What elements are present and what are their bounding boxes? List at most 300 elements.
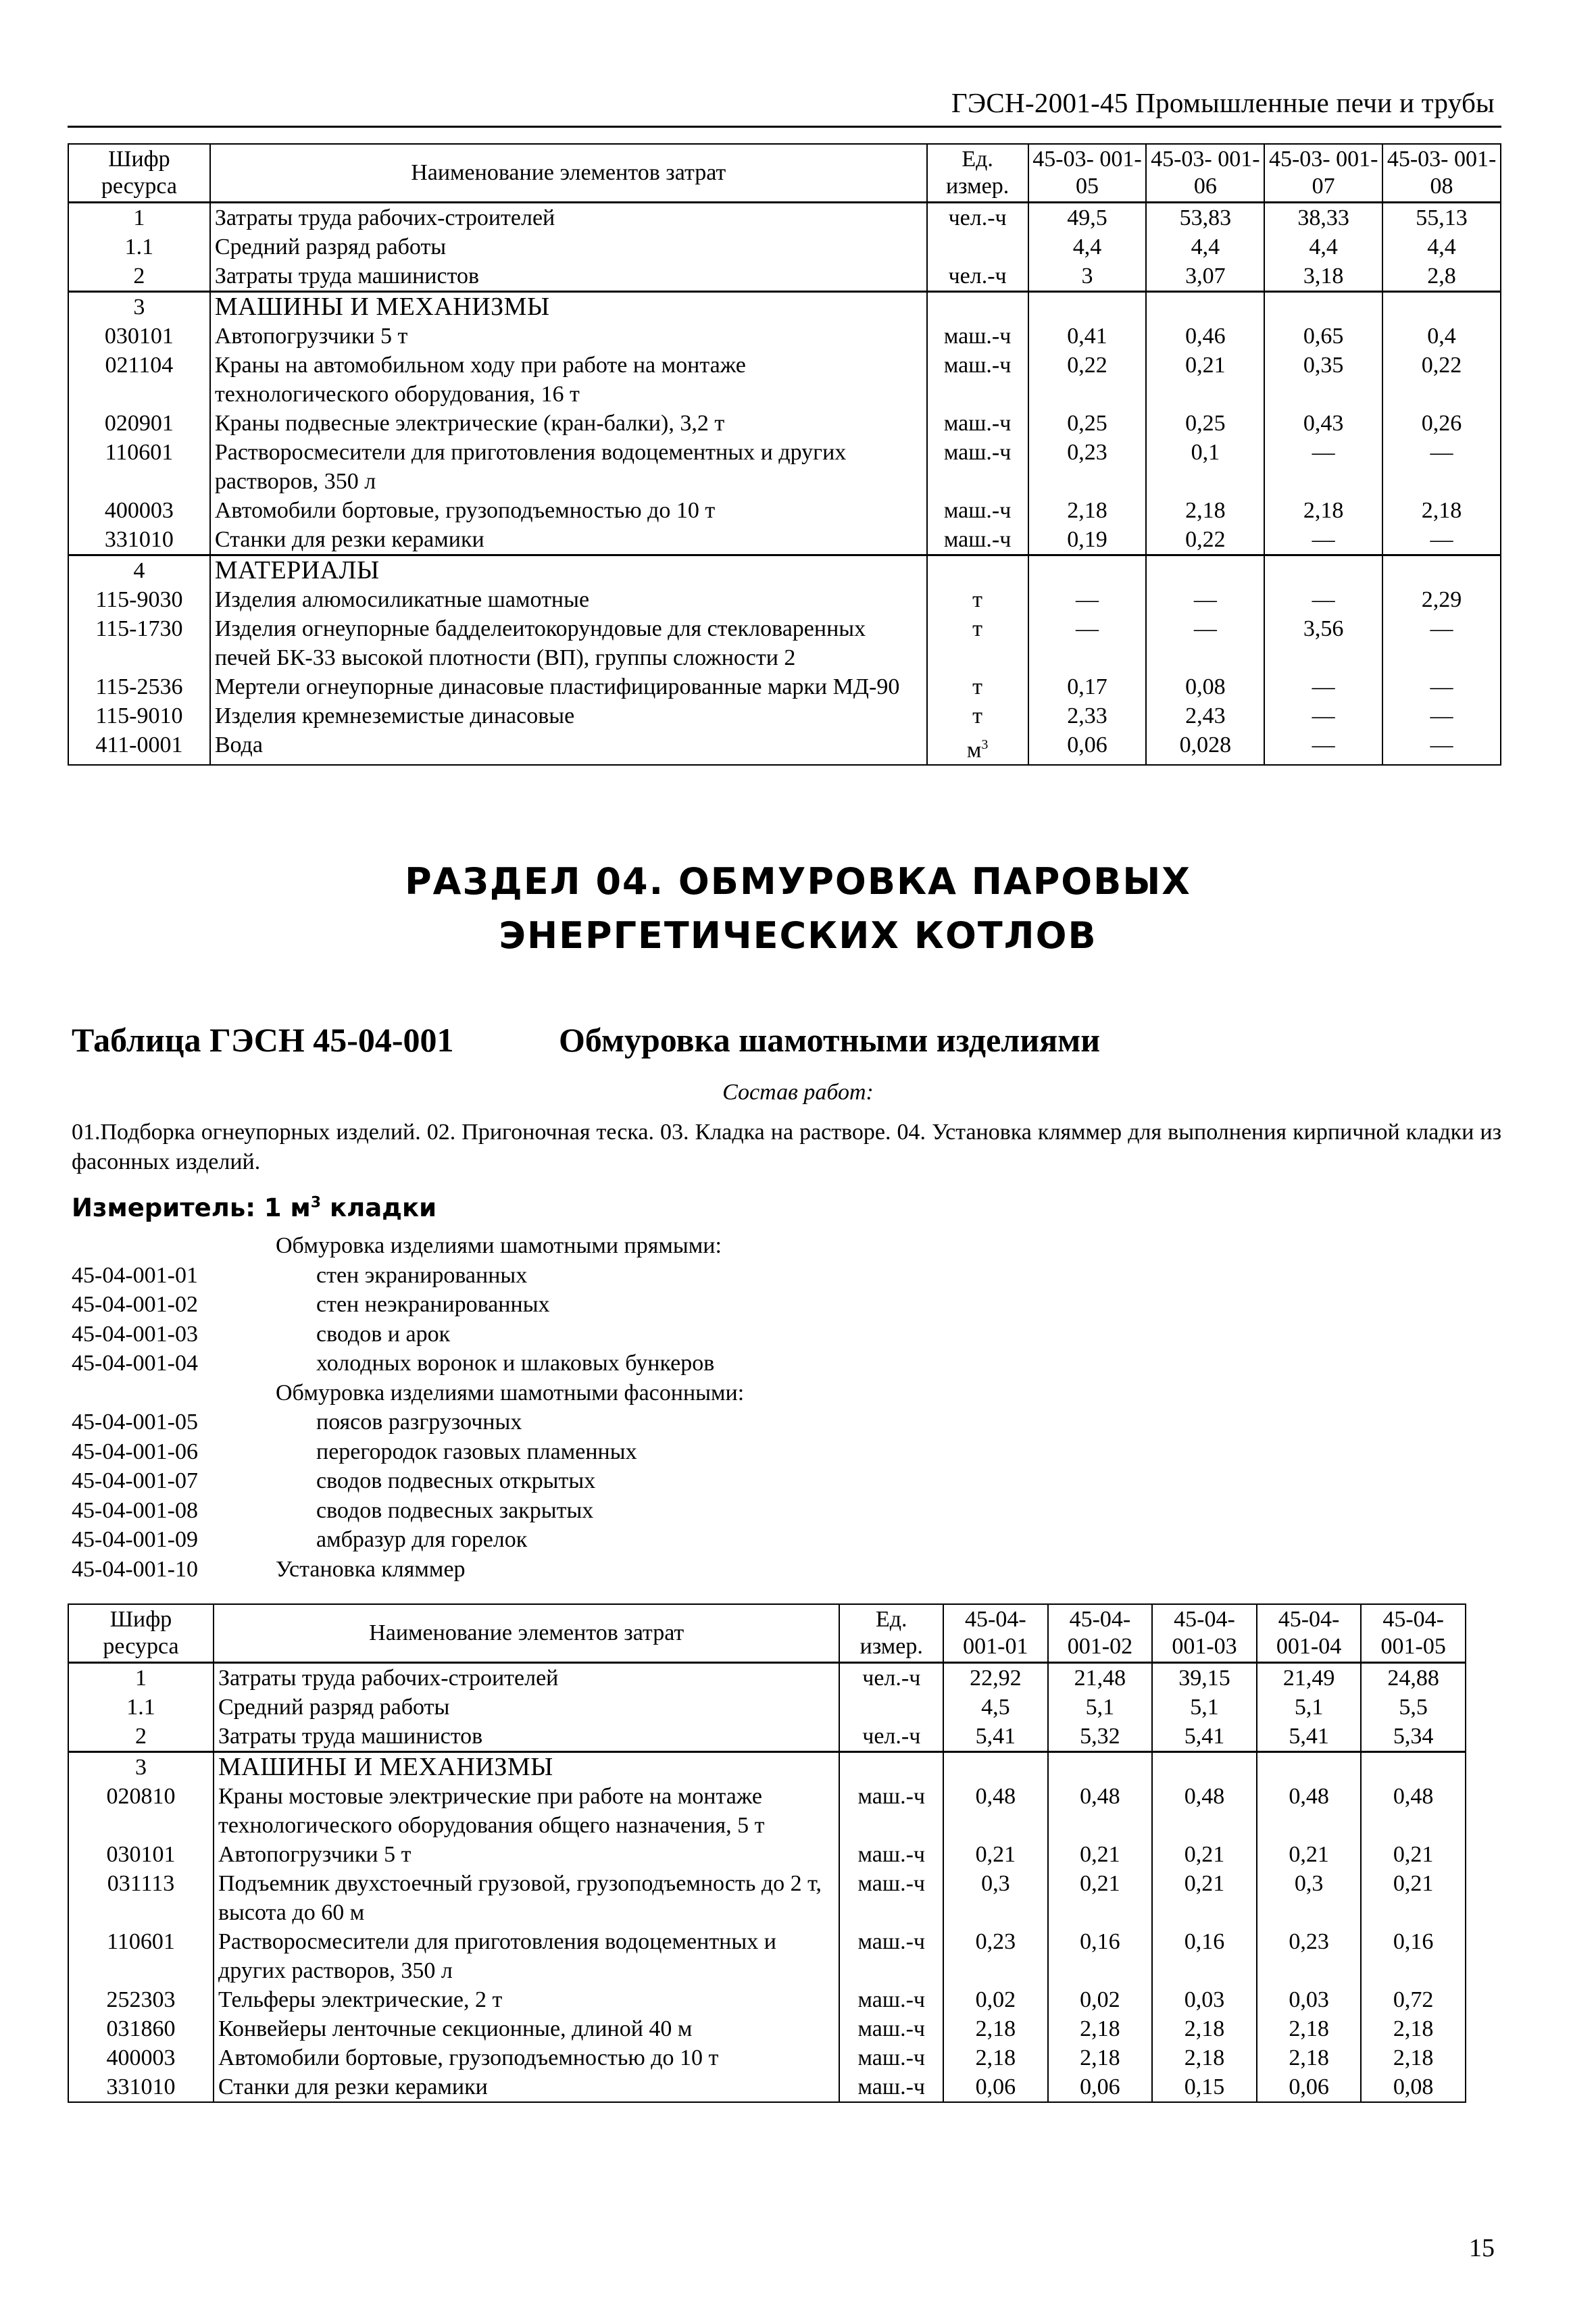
resource-value: 2,18 [1257, 2014, 1362, 2043]
resource-name: Краны подвесные электрические (кран-балки), 3,2 т [210, 409, 927, 438]
table-row [68, 496, 1501, 525]
resource-unit [839, 1840, 943, 1869]
resource-code: 115-1730 [68, 614, 210, 672]
resource-value: 5,41 [1152, 1722, 1257, 1752]
resource-value: 0,3 [943, 1869, 1048, 1927]
resource-code: 1.1 [68, 1693, 214, 1722]
resource-unit [927, 409, 1028, 438]
resource-value: 2,18 [1361, 2014, 1466, 2043]
header-col: 45-03- 001-06 [1146, 144, 1264, 203]
table-row [68, 1722, 1466, 1752]
resource-value: 0,16 [1152, 1927, 1257, 1985]
table-row [68, 701, 1501, 730]
resource-name: Средний разряд работы [214, 1693, 840, 1722]
resource-value: 2,18 [1048, 2014, 1153, 2043]
resource-unit [839, 2072, 943, 2102]
norm-item [72, 1349, 744, 1378]
resource-unit [839, 1693, 943, 1722]
resource-name: Автопогрузчики 5 т [210, 322, 927, 351]
header-col: 45-04- 001-05 [1361, 1604, 1466, 1663]
resource-value: 2,33 [1028, 701, 1147, 730]
resource-name: Растворосмесители для приготовления водоцементных и других растворов, 350 л [214, 1927, 840, 1985]
resource-value: 5,5 [1361, 1693, 1466, 1722]
resource-value: 0,23 [1257, 1927, 1362, 1985]
resource-unit [927, 701, 1028, 730]
resource-value: 0,21 [1146, 351, 1264, 409]
unit-text: маш.-ч [857, 1987, 925, 2012]
resource-code: 3 [68, 292, 210, 322]
resource-value: 0,06 [943, 2072, 1048, 2102]
resource-value: 0,1 [1146, 438, 1264, 496]
resource-value: 0,48 [943, 1782, 1048, 1840]
resource-value: 21,49 [1257, 1663, 1362, 1693]
resource-name: Станки для резки керамики [214, 2072, 840, 2102]
table-row [68, 672, 1501, 701]
unit-text: маш.-ч [857, 1842, 925, 1867]
norm-item-text: стен экранированных [316, 1262, 528, 1288]
norm-item-text: амбразур для горелок [316, 1527, 528, 1552]
table-row [68, 438, 1501, 496]
table-row [68, 1663, 1466, 1693]
resource-unit [839, 1663, 943, 1693]
resource-value: 2,8 [1382, 262, 1501, 292]
resource-unit [927, 292, 1028, 322]
resource-value [1264, 292, 1382, 322]
resource-name: Конвейеры ленточные секционные, длиной 40 м [214, 2014, 840, 2043]
resource-value: — [1382, 525, 1501, 555]
table-row [68, 2072, 1466, 2102]
resource-name: Средний разряд работы [210, 232, 927, 262]
norm-item-code: 45-04-001-10 [72, 1556, 198, 1582]
meter-rest: кладки [321, 1193, 437, 1222]
table-row [68, 585, 1501, 614]
resource-value: 4,4 [1264, 232, 1382, 262]
resource-value: — [1382, 672, 1501, 701]
header-code: Шифр ресурса [68, 144, 210, 203]
resource-table-45-04 [68, 1603, 1466, 2103]
resource-name: Вода [210, 730, 927, 765]
resource-code: 020901 [68, 409, 210, 438]
unit-text: чел.-ч [862, 1724, 921, 1749]
header-col: 45-03- 001-05 [1028, 144, 1147, 203]
resource-value: 0,17 [1028, 672, 1147, 701]
norm-item [72, 1261, 744, 1291]
resource-value: 5,34 [1361, 1722, 1466, 1752]
resource-value: 0,16 [1361, 1927, 1466, 1985]
resource-value: 53,83 [1146, 203, 1264, 233]
resource-value: 0,21 [1048, 1840, 1153, 1869]
resource-value: — [1382, 438, 1501, 496]
resource-value: 55,13 [1382, 203, 1501, 233]
resource-value: 0,08 [1361, 2072, 1466, 2102]
meter-label [72, 1193, 437, 1222]
resource-unit [839, 1752, 943, 1783]
unit-text: чел.-ч [948, 264, 1007, 289]
norm-item-text: Установка кляммер [276, 1556, 466, 1582]
unit-text: маш.-ч [943, 411, 1012, 436]
resource-code: 031113 [68, 1869, 214, 1927]
norm-item [72, 1378, 744, 1408]
norm-item-code: 45-04-001-03 [72, 1321, 198, 1347]
resource-value: 0,22 [1028, 351, 1147, 409]
resource-unit [927, 438, 1028, 496]
resource-name: Краны на автомобильном ходу при работе на монтаже технологического оборудования, 16 т [210, 351, 927, 409]
resource-name: Растворосмесители для приготовления водоцементных и других растворов, 350 л [210, 438, 927, 496]
resource-code: 1.1 [68, 232, 210, 262]
resource-code: 4 [68, 555, 210, 586]
resource-unit [839, 1869, 943, 1927]
unit-text: маш.-ч [857, 1784, 925, 1809]
resource-name: Автомобили бортовые, грузоподъемностью до 10 т [210, 496, 927, 525]
norm-item-code: 45-04-001-08 [72, 1497, 198, 1523]
resource-value: 0,48 [1361, 1782, 1466, 1840]
norm-item-text: стен неэкранированных [316, 1292, 550, 1317]
resource-unit [927, 322, 1028, 351]
resource-value: 5,41 [943, 1722, 1048, 1752]
resource-name: Автопогрузчики 5 т [214, 1840, 840, 1869]
resource-value: 0,16 [1048, 1927, 1153, 1985]
table-row [68, 351, 1501, 409]
table-row [68, 203, 1501, 233]
resource-code: 331010 [68, 525, 210, 555]
table-row [68, 232, 1501, 262]
section-title [0, 855, 1596, 963]
resource-name: Станки для резки керамики [210, 525, 927, 555]
unit-text: чел.-ч [948, 205, 1007, 230]
norm-item [72, 1496, 744, 1526]
resource-code: 115-2536 [68, 672, 210, 701]
unit-text: т [972, 703, 983, 728]
resource-code: 030101 [68, 1840, 214, 1869]
resource-value [1382, 555, 1501, 586]
table-row [68, 1869, 1466, 1927]
resource-code: 110601 [68, 438, 210, 496]
norm-item [72, 1466, 744, 1496]
resource-unit [839, 1927, 943, 1985]
header-col: 45-04- 001-03 [1152, 1604, 1257, 1663]
resource-name: Затраты труда рабочих-строителей [210, 203, 927, 233]
resource-value: 22,92 [943, 1663, 1048, 1693]
resource-code: 115-9010 [68, 701, 210, 730]
resource-value: — [1146, 614, 1264, 672]
unit-text: маш.-ч [857, 1929, 925, 1954]
resource-value: 4,4 [1146, 232, 1264, 262]
unit-text: маш.-ч [943, 498, 1012, 523]
resource-code: 411-0001 [68, 730, 210, 765]
resource-code: 021104 [68, 351, 210, 409]
resource-value [1146, 292, 1264, 322]
resource-value: — [1382, 701, 1501, 730]
resource-value: 2,18 [943, 2043, 1048, 2072]
resource-value: — [1028, 614, 1147, 672]
resource-code: 1 [68, 203, 210, 233]
resource-value: 0,3 [1257, 1869, 1362, 1927]
unit-text: маш.-ч [943, 324, 1012, 349]
header-rule [68, 126, 1501, 128]
unit-text: маш.-ч [943, 527, 1012, 552]
norm-item [72, 1290, 744, 1320]
resource-code: 020810 [68, 1782, 214, 1840]
norm-item [72, 1320, 744, 1349]
header-col: 45-03- 001-08 [1382, 144, 1501, 203]
resource-value: 5,1 [1048, 1693, 1153, 1722]
norm-item [72, 1437, 744, 1467]
resource-value: — [1264, 730, 1382, 765]
table-subject: Обмуровка шамотными изделиями [559, 1021, 1101, 1059]
resource-value: 0,48 [1152, 1782, 1257, 1840]
resource-value: 0,03 [1257, 1985, 1362, 2014]
resource-code: 2 [68, 1722, 214, 1752]
resource-value: 5,41 [1257, 1722, 1362, 1752]
header-col: 45-03- 001-07 [1264, 144, 1382, 203]
resource-value: 2,18 [1382, 496, 1501, 525]
resource-value: 0,02 [943, 1985, 1048, 2014]
resource-value: 2,43 [1146, 701, 1264, 730]
resource-value: — [1382, 730, 1501, 765]
norm-item-text: поясов разгрузочных [316, 1410, 522, 1435]
resource-unit [927, 730, 1028, 765]
resource-value: 0,23 [1028, 438, 1147, 496]
resource-value: 2,18 [1361, 2043, 1466, 2072]
resource-value: 2,18 [1048, 2043, 1153, 2072]
norm-item-code: 45-04-001-07 [72, 1468, 198, 1493]
resource-value: 0,21 [1361, 1840, 1466, 1869]
resource-value: 0,02 [1048, 1985, 1153, 2014]
resource-value: 2,18 [943, 2014, 1048, 2043]
resource-value [943, 1752, 1048, 1783]
resource-value: 0,72 [1361, 1985, 1466, 2014]
norm-item-code: 45-04-001-02 [72, 1292, 198, 1317]
resource-value: 39,15 [1152, 1663, 1257, 1693]
unit-text: маш.-ч [857, 2045, 925, 2070]
resource-value: 0,03 [1152, 1985, 1257, 2014]
resource-value: 0,48 [1048, 1782, 1153, 1840]
resource-name: Изделия кремнеземистые динасовые [210, 701, 927, 730]
resource-value [1152, 1752, 1257, 1783]
resource-value: 4,4 [1028, 232, 1147, 262]
resource-name: Подъемник двухстоечный грузовой, грузоподъемность до 2 т, высота до 60 м [214, 1869, 840, 1927]
resource-name: Изделия алюмосиликатные шамотные [210, 585, 927, 614]
resource-value: — [1146, 585, 1264, 614]
norm-item-text: холодных воронок и шлаковых бункеров [316, 1351, 715, 1376]
resource-value: 3,56 [1264, 614, 1382, 672]
resource-name: Краны мостовые электрические при работе на монтаже технологического оборудования общего назначения, 5 т [214, 1782, 840, 1840]
unit-text: маш.-ч [857, 2016, 925, 2041]
resource-value: 5,32 [1048, 1722, 1153, 1752]
resource-value: 0,06 [1257, 2072, 1362, 2102]
table-row [68, 555, 1501, 586]
table-row [68, 614, 1501, 672]
resource-code: 1 [68, 1663, 214, 1693]
norm-item-text: сводов и арок [316, 1321, 451, 1347]
resource-unit [927, 262, 1028, 292]
resource-value: 0,21 [1048, 1869, 1153, 1927]
resource-unit [839, 2014, 943, 2043]
norm-item-code: 45-04-001-04 [72, 1351, 198, 1376]
resource-value: — [1264, 585, 1382, 614]
unit-sup: 3 [981, 737, 989, 752]
resource-value: 0,21 [1152, 1869, 1257, 1927]
resource-name: МАШИНЫ И МЕХАНИЗМЫ [210, 292, 927, 322]
resource-code: 031860 [68, 2014, 214, 2043]
resource-value: 5,1 [1152, 1693, 1257, 1722]
section-title-line1: РАЗДЕЛ 04. ОБМУРОВКА ПАРОВЫХ [405, 860, 1191, 903]
resource-unit [927, 672, 1028, 701]
resource-value: 21,48 [1048, 1663, 1153, 1693]
resource-value: 3,18 [1264, 262, 1382, 292]
resource-value [1028, 555, 1147, 586]
header-name: Наименование элементов затрат [210, 144, 927, 203]
header-col: 45-04- 001-04 [1257, 1604, 1362, 1663]
resource-value: 0,46 [1146, 322, 1264, 351]
resource-value: — [1264, 672, 1382, 701]
resource-value: 0,25 [1028, 409, 1147, 438]
resource-value: 0,028 [1146, 730, 1264, 765]
resource-value: 0,21 [1152, 1840, 1257, 1869]
resource-code: 030101 [68, 322, 210, 351]
table-row [68, 1985, 1466, 2014]
resource-value: — [1382, 614, 1501, 672]
norm-item-code: 45-04-001-06 [72, 1439, 198, 1464]
table-row [68, 1752, 1466, 1783]
resource-code: 2 [68, 262, 210, 292]
resource-name: Затраты труда рабочих-строителей [214, 1663, 840, 1693]
table-row [68, 2014, 1466, 2043]
resource-name: Автомобили бортовые, грузоподъемностью до 10 т [214, 2043, 840, 2072]
resource-value: 0,06 [1028, 730, 1147, 765]
works-title: Состав работ: [722, 1080, 874, 1105]
header-col: 45-04- 001-01 [943, 1604, 1048, 1663]
resource-name: Изделия огнеупорные бадделеитокорундовые для стекловаренных печей БК-33 высокой плотности (ВП), группы сложности 2 [210, 614, 927, 672]
resource-value: 4,5 [943, 1693, 1048, 1722]
resource-name: Мертели огнеупорные динасовые пластифицированные марки МД-90 [210, 672, 927, 701]
works-text: 01.Подборка огнеупорных изделий. 02. Пригоночная теска. 03. Кладка на растворе. 04. Установка кляммер для выполнения кирпичной кладки из фасонных изделий. [72, 1120, 1501, 1174]
header-col: 45-04- 001-02 [1048, 1604, 1153, 1663]
resource-code: 3 [68, 1752, 214, 1783]
page-number: 15 [1469, 2234, 1495, 2262]
table-row [68, 409, 1501, 438]
unit-text: т [972, 587, 983, 612]
resource-value: — [1264, 438, 1382, 496]
resource-value [1361, 1752, 1466, 1783]
resource-value [1257, 1752, 1362, 1783]
unit-text: т [972, 616, 983, 641]
resource-value: 0,25 [1146, 409, 1264, 438]
table-row [68, 2043, 1466, 2072]
resource-value: 0,35 [1264, 351, 1382, 409]
resource-value [1146, 555, 1264, 586]
meter-text: Измеритель: 1 м [72, 1193, 311, 1222]
resource-value: 24,88 [1361, 1663, 1466, 1693]
resource-value: 49,5 [1028, 203, 1147, 233]
norm-items-list [72, 1231, 744, 1584]
resource-code: 252303 [68, 1985, 214, 2014]
norm-item-code [72, 1378, 276, 1408]
resource-value: 0,15 [1152, 2072, 1257, 2102]
resource-unit [927, 232, 1028, 262]
header-code: Шифр ресурса [68, 1604, 214, 1663]
resource-value: — [1264, 525, 1382, 555]
resource-value [1028, 292, 1147, 322]
table-label: Таблица ГЭСН 45-04-001 [72, 1021, 454, 1059]
resource-unit [839, 1985, 943, 2014]
resource-value: 2,18 [1146, 496, 1264, 525]
resource-value: 0,06 [1048, 2072, 1153, 2102]
meter-sup: 3 [310, 1194, 322, 1212]
norm-item-code [72, 1231, 276, 1261]
header-unit: Ед. измер. [927, 144, 1028, 203]
unit-text: маш.-ч [943, 353, 1012, 378]
resource-value: 0,41 [1028, 322, 1147, 351]
norm-item-code: 45-04-001-01 [72, 1262, 198, 1288]
resource-name: МАШИНЫ И МЕХАНИЗМЫ [214, 1752, 840, 1783]
resource-value: 0,22 [1146, 525, 1264, 555]
table-row [68, 1693, 1466, 1722]
resource-value: 5,1 [1257, 1693, 1362, 1722]
resource-unit [927, 585, 1028, 614]
table-row [68, 730, 1501, 765]
unit-text: маш.-ч [943, 440, 1012, 465]
resource-value: 2,18 [1152, 2014, 1257, 2043]
resource-value: 0,23 [943, 1927, 1048, 1985]
table-row [68, 262, 1501, 292]
resource-table-45-03 [68, 143, 1501, 766]
resource-value: 0,26 [1382, 409, 1501, 438]
resource-value: 0,21 [943, 1840, 1048, 1869]
resource-name: Затраты труда машинистов [214, 1722, 840, 1752]
resource-value: 0,08 [1146, 672, 1264, 701]
resource-value [1048, 1752, 1153, 1783]
resource-name: МАТЕРИАЛЫ [210, 555, 927, 586]
norm-item [72, 1408, 744, 1437]
unit-text: м [966, 737, 982, 763]
resource-value: 3 [1028, 262, 1147, 292]
norm-item-text: сводов подвесных открытых [316, 1468, 596, 1493]
resource-value [1264, 555, 1382, 586]
resource-value: 2,29 [1382, 585, 1501, 614]
resource-code: 400003 [68, 496, 210, 525]
section-title-line2: ЭНЕРГЕТИЧЕСКИХ КОТЛОВ [499, 914, 1097, 957]
resource-code: 400003 [68, 2043, 214, 2072]
resource-value: — [1264, 701, 1382, 730]
resource-value: 0,19 [1028, 525, 1147, 555]
header-unit: Ед. измер. [839, 1604, 943, 1663]
norm-item-text: Обмуровка изделиями шамотными прямыми: [276, 1233, 722, 1258]
resource-value: 0,65 [1264, 322, 1382, 351]
table-row [68, 1782, 1466, 1840]
header-name: Наименование элементов затрат [214, 1604, 840, 1663]
resource-unit [927, 496, 1028, 525]
resource-value: 0,22 [1382, 351, 1501, 409]
table-row [68, 1840, 1466, 1869]
table-row [68, 1927, 1466, 1985]
resource-value [1382, 292, 1501, 322]
resource-value: 0,43 [1264, 409, 1382, 438]
table-row [68, 525, 1501, 555]
resource-value: 2,18 [1264, 496, 1382, 525]
resource-value: 0,48 [1257, 1782, 1362, 1840]
resource-value: 0,4 [1382, 322, 1501, 351]
resource-code: 331010 [68, 2072, 214, 2102]
norm-item-text: сводов подвесных закрытых [316, 1497, 594, 1523]
resource-code: 110601 [68, 1927, 214, 1985]
resource-unit [927, 203, 1028, 233]
resource-value: 3,07 [1146, 262, 1264, 292]
resource-unit [927, 351, 1028, 409]
resource-unit [927, 555, 1028, 586]
norm-item-text: Обмуровка изделиями шамотными фасонными: [276, 1380, 745, 1405]
unit-text: маш.-ч [857, 2074, 925, 2099]
